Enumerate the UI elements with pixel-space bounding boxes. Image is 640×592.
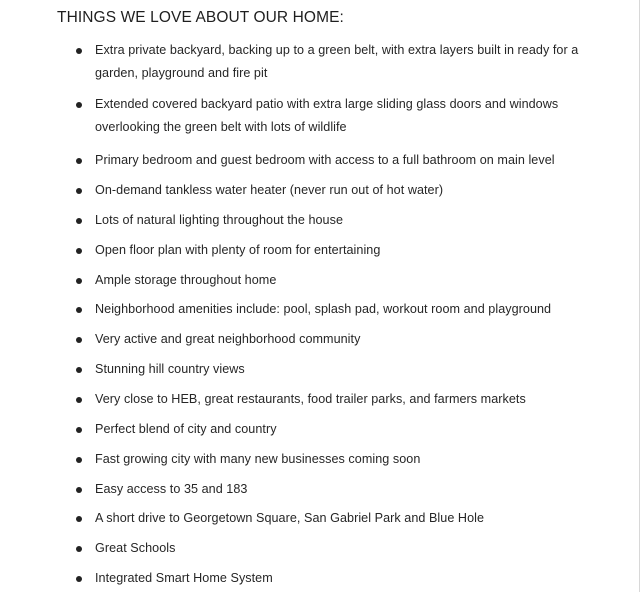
- bullet-icon: [76, 48, 82, 54]
- bullet-icon: [76, 278, 82, 284]
- list-item-text: Neighborhood amenities include: pool, splash pad, workout room and playground: [95, 302, 552, 316]
- list-item-text: Open floor plan with plenty of room for entertaining: [95, 243, 381, 257]
- list-item-text: Integrated Smart Home System: [95, 571, 273, 585]
- list-item-text: Great Schools: [95, 541, 176, 555]
- bullet-icon: [76, 457, 82, 463]
- bullet-icon: [76, 158, 82, 164]
- bullet-icon: [76, 427, 82, 433]
- bullet-icon: [76, 546, 82, 552]
- list-item-text: Very active and great neighborhood community: [95, 332, 361, 346]
- bullet-icon: [76, 188, 82, 194]
- bullet-icon: [76, 576, 82, 582]
- bullet-icon: [76, 397, 82, 403]
- list-item-text: Stunning hill country views: [95, 362, 245, 376]
- bullet-icon: [76, 487, 82, 493]
- bullet-icon: [76, 102, 82, 108]
- list-item-text: Perfect blend of city and country: [95, 422, 277, 436]
- bullet-icon: [76, 248, 82, 254]
- bullet-icon: [76, 367, 82, 373]
- bullet-icon: [76, 218, 82, 224]
- list-item-text: Extra private backyard, backing up to a green belt, with extra layers built in ready for a garden, playground and fire pit: [95, 43, 579, 80]
- list-item-text: Primary bedroom and guest bedroom with access to a full bathroom on main level: [95, 153, 555, 167]
- list-item-text: Fast growing city with many new businesses coming soon: [95, 452, 421, 466]
- list-item-text: Very close to HEB, great restaurants, food trailer parks, and farmers markets: [95, 392, 526, 406]
- list-item-text: Easy access to 35 and 183: [95, 482, 248, 496]
- bullet-icon: [76, 516, 82, 522]
- list-item-text: Lots of natural lighting throughout the house: [95, 213, 344, 227]
- bullet-icon: [76, 337, 82, 343]
- list-item-text: Ample storage throughout home: [95, 273, 277, 287]
- list-item-text: A short drive to Georgetown Square, San Gabriel Park and Blue Hole: [95, 511, 485, 525]
- list-item-text: On-demand tankless water heater (never run out of hot water): [95, 183, 444, 197]
- document-title: THINGS WE LOVE ABOUT OUR HOME:: [57, 9, 344, 26]
- list-item-text: Extended covered backyard patio with extra large sliding glass doors and windows overlooking the green belt with lots of wildlife: [95, 97, 559, 134]
- bullet-icon: [76, 307, 82, 313]
